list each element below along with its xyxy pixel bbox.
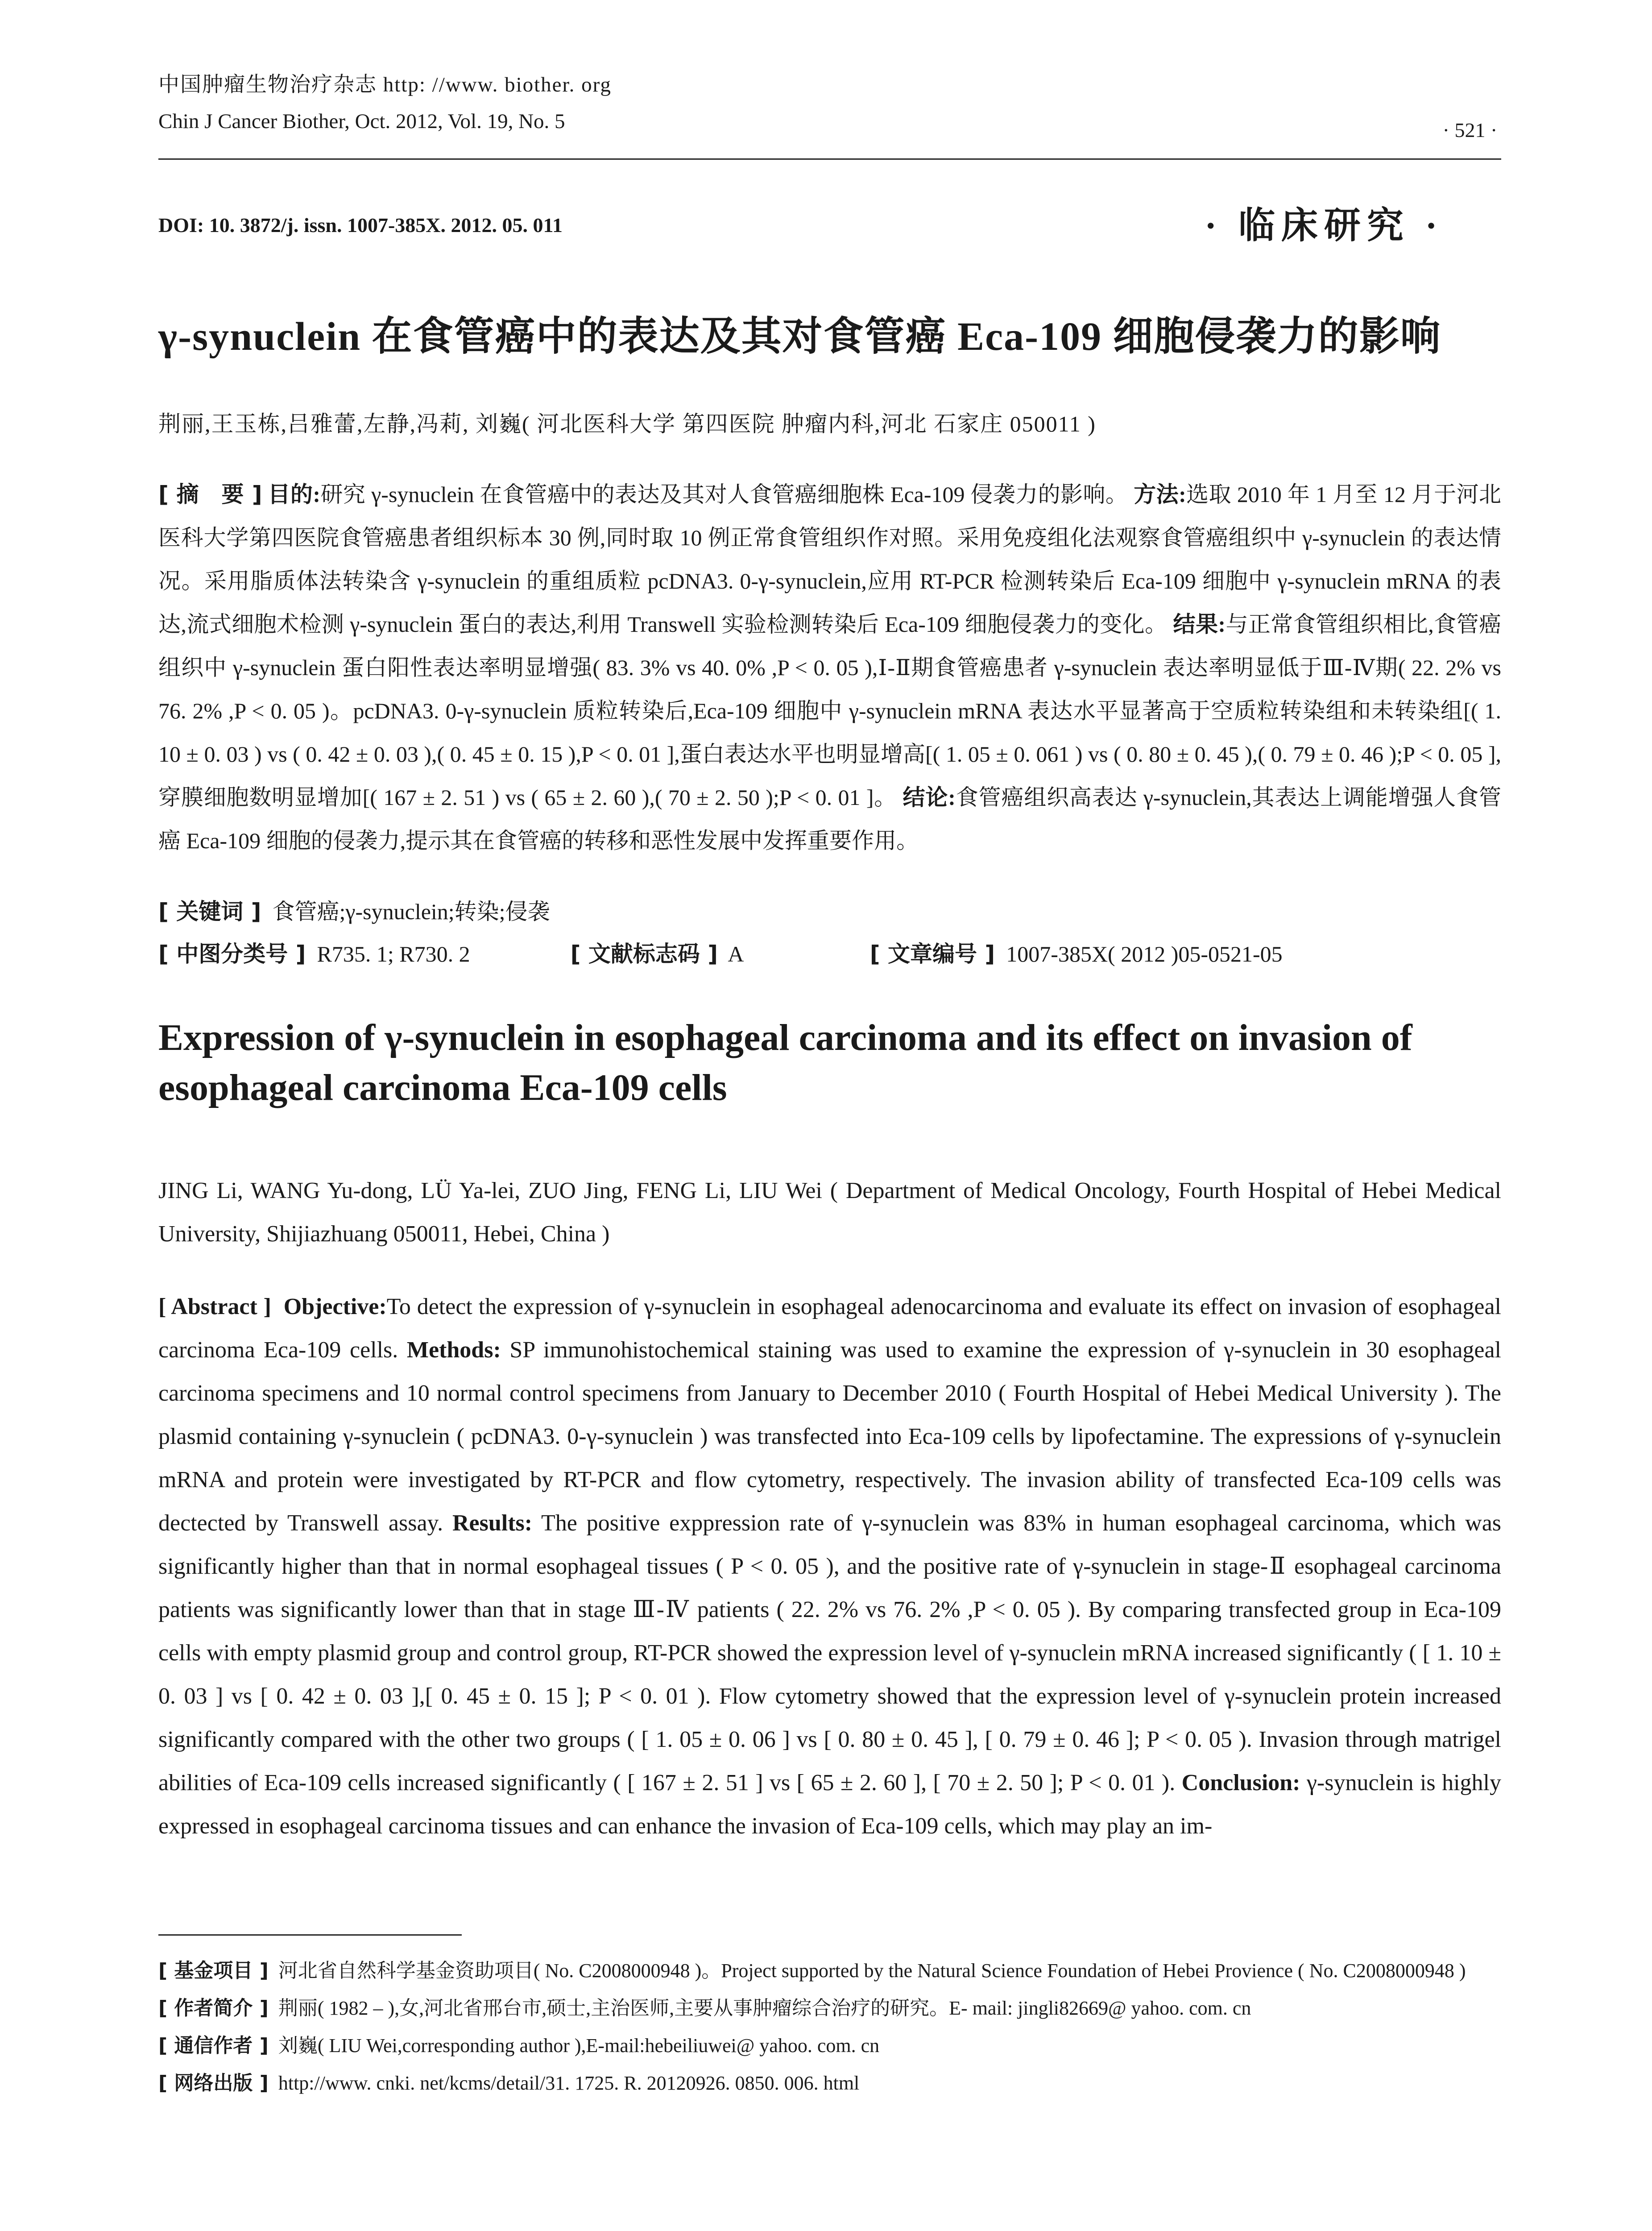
article-no-label: [ 文章编号 ] xyxy=(869,941,995,967)
footnote-corresponding xyxy=(158,2027,1501,2065)
abstract-en-label: [ Abstract ] xyxy=(158,1294,271,1319)
methods-label-en: Methods: xyxy=(406,1337,501,1363)
fund-label: [ 基金项目 ] xyxy=(158,1959,269,1982)
title-en: Expression of γ-synuclein in esophageal carcinoma and its effect on invasion of esophageal carcinoma Eca-109 cells xyxy=(158,1017,1412,1108)
methods-en: SP immunohistochemical staining was used to examine the expression of γ-synuclein in 30 esophageal carcinoma specimens and 10 normal control specimens from January to December 2010 ( Fourth Hospital of Hebei Medical University ). The plasmid containing γ-synuclein ( pcDNA3. 0-γ-synuclein ) was transfected into Eca-109 cells by lipofectamine. The expressions of γ-synuclein mRNA and protein were investigated by RT-PCR and flow cytometry, respectively. The invasion ability of transfected Eca-109 cells was dectected by Transwell assay. xyxy=(158,1337,1502,1536)
footnote-rule xyxy=(158,1934,462,1936)
journal-name-zh: 中国肿瘤生物治疗杂志 http: //www. biother. org xyxy=(158,73,612,96)
doc-code-value: A xyxy=(728,941,743,966)
fund-text: 河北省自然科学基金资助项目( No. C2008000948 )。Project supported by the Natural Science Foundation of Hebei Provience ( No. C2008000948 ) xyxy=(278,1960,1466,1982)
author-bio-label: [ 作者简介 ] xyxy=(158,1997,269,2020)
clc-value: R735. 1; R730. 2 xyxy=(317,941,470,966)
online-label: [ 网络出版 ] xyxy=(158,2072,269,2094)
conclusion-label-zh: 结论: xyxy=(903,785,956,810)
clc-label: [ 中图分类号 ] xyxy=(158,941,306,967)
article-no-value: 1007-385X( 2012 )05-0521-05 xyxy=(1006,941,1283,966)
keywords-label: [ 关键词 ] xyxy=(158,899,261,925)
title-zh: γ-synuclein 在食管癌中的表达及其对食管癌 Eca-109 细胞侵袭力的影响 xyxy=(158,315,1441,359)
objective-en: To detect the expression of γ-synuclein in esophageal adenocarcinoma and evaluate its effect on invasion of esophageal carcinoma Eca-109 cells. xyxy=(158,1294,1502,1363)
abstract-en xyxy=(158,1285,1501,1848)
classification-row xyxy=(158,933,1501,976)
results-zh: 与正常食管组织相比,食管癌组织中 γ-synuclein 蛋白阳性表达率明显增强( 83. 3% vs 40. 0% ,P < 0. 05 ),Ⅰ-Ⅱ期食管癌患者 γ-synuclein 表达率明显低于Ⅲ-Ⅳ期( 22. 2% vs 76. 2% ,P < 0. 05 )。pcDNA3. 0-γ-synuclein 质粒转染后,Eca-109 细胞中 γ-synuclein mRNA 表达水平显著高于空质粒转染组和未转染组[( 1. 10 ± 0. 03 ) vs ( 0. 42 ± 0. 03 ),( 0. 45 ± 0. 15 ),P < 0. 01 ],蛋白表达水平也明显增高[( 1. 05 ± 0. 061 ) vs ( 0. 80 ± 0. 45 ),( 0. 79 ± 0. 46 );P < 0. 05 ],穿膜细胞数明显增加[( 167 ± 2. 51 ) vs ( 65 ± 2. 60 ),( 70 ± 2. 50 );P < 0. 01 ]。 xyxy=(158,612,1502,810)
doi: DOI: 10. 3872/j. issn. 1007-385X. 2012. 05. 011 xyxy=(158,214,563,236)
abstract-zh-label: [ 摘 要 ] xyxy=(158,481,262,507)
authors-en: JING Li, WANG Yu-dong, LÜ Ya-lei, ZUO Jing, FENG Li, LIU Wei ( Department of Medical Oncology, Fourth Hospital of Hebei Medical University, Shijiazhuang 050011, Hebei, China ) xyxy=(158,1178,1501,1247)
authors-zh: 荆丽,王玉栋,吕雅蕾,左静,冯莉, 刘巍( 河北医科大学 第四医院 肿瘤内科,河北 石家庄 050011 ) xyxy=(158,411,1096,436)
page-number: · 521 · xyxy=(1442,119,1498,141)
methods-label-zh: 方法: xyxy=(1134,482,1186,507)
journal-citation-en: Chin J Cancer Biother, Oct. 2012, Vol. 19, No. 5 xyxy=(158,110,565,133)
abstract-zh xyxy=(158,473,1501,863)
doc-code-label: [ 文献标志码 ] xyxy=(570,941,718,967)
online-url: http://www. cnki. net/kcms/detail/31. 1725. R. 20120926. 0850. 006. html xyxy=(278,2072,860,2094)
footnote-online xyxy=(158,2065,1501,2102)
author-bio-text: 荆丽( 1982 – ),女,河北省邢台市,硕士,主治医师,主要从事肿瘤综合治疗的研究。E- mail: jingli82669@ yahoo. com. cn xyxy=(278,1997,1251,2019)
corresponding-text: 刘巍( LIU Wei,corresponding author ),E-mail:hebeiliuwei@ yahoo. com. cn xyxy=(278,2035,880,2057)
objective-label-zh: 目的: xyxy=(268,482,321,507)
objective-label-en: Objective: xyxy=(283,1294,387,1319)
methods-zh: 选取 2010 年 1 月至 12 月于河北医科大学第四医院食管癌患者组织标本 30 例,同时取 10 例正常食管组织作对照。采用免疫组化法观察食管癌组织中 γ-synuclein 的表达情况。采用脂质体法转染含 γ-synuclein 的重组质粒 pcDNA3. 0-γ-synuclein,应用 RT-PCR 检测转染后 Eca-109 细胞中 γ-synuclein mRNA 的表达,流式细胞术检测 γ-synuclein 蛋白的表达,利用 Transwell 实验检测转染后 Eca-109 细胞侵袭力的变化。 xyxy=(158,482,1502,637)
conclusion-en: γ-synuclein is highly expressed in esophageal carcinoma tissues and can enhance the invasion of Eca-109 cells, which may play an im- xyxy=(158,1770,1502,1839)
header-rule xyxy=(158,158,1501,160)
corresponding-label: [ 通信作者 ] xyxy=(158,2034,269,2057)
keywords-text: 食管癌;γ-synuclein;转染;侵袭 xyxy=(272,899,550,924)
results-label-zh: 结果: xyxy=(1173,612,1226,637)
results-label-en: Results: xyxy=(452,1510,533,1536)
objective-zh: 研究 γ-synuclein 在食管癌中的表达及其对人食管癌细胞株 Eca-109 侵袭力的影响。 xyxy=(320,482,1128,507)
footnotes xyxy=(158,1952,1501,2102)
footnote-author xyxy=(158,1990,1501,2027)
section-tag: · 临床研究 · xyxy=(1205,205,1444,246)
results-en: The positive exppression rate of γ-synuclein was 83% in human esophageal carcinoma, which was significantly higher than that in normal esophageal tissues ( P < 0. 05 ), and the positive rate of γ-synuclein in stage-Ⅱ esophageal carcinoma patients was significantly lower than that in stage Ⅲ-Ⅳ patients ( 22. 2% vs 76. 2% ,P < 0. 05 ). By comparing transfected group in Eca-109 cells with empty plasmid group and control group, RT-PCR showed the expression level of γ-synuclein mRNA increased significantly ( [ 1. 10 ± 0. 03 ] vs [ 0. 42 ± 0. 03 ],[ 0. 45 ± 0. 15 ]; P < 0. 01 ). Flow cytometry showed that the expression level of γ-synuclein protein increased significantly compared with the other two groups ( [ 1. 05 ± 0. 06 ] vs [ 0. 80 ± 0. 45 ], [ 0. 79 ± 0. 46 ]; P < 0. 05 ). Invasion through matrigel abilities of Eca-109 cells increased significantly ( [ 167 ± 2. 51 ] vs [ 65 ± 2. 60 ], [ 70 ± 2. 50 ]; P < 0. 01 ). xyxy=(158,1510,1502,1796)
keywords-zh xyxy=(158,890,1501,933)
footnote-fund xyxy=(158,1952,1501,1990)
conclusion-zh: 食管癌组织高表达 γ-synuclein,其表达上调能增强人食管癌 Eca-109 细胞的侵袭力,提示其在食管癌的转移和恶性发展中发挥重要作用。 xyxy=(158,785,1502,853)
conclusion-label-en: Conclusion: xyxy=(1181,1770,1300,1796)
